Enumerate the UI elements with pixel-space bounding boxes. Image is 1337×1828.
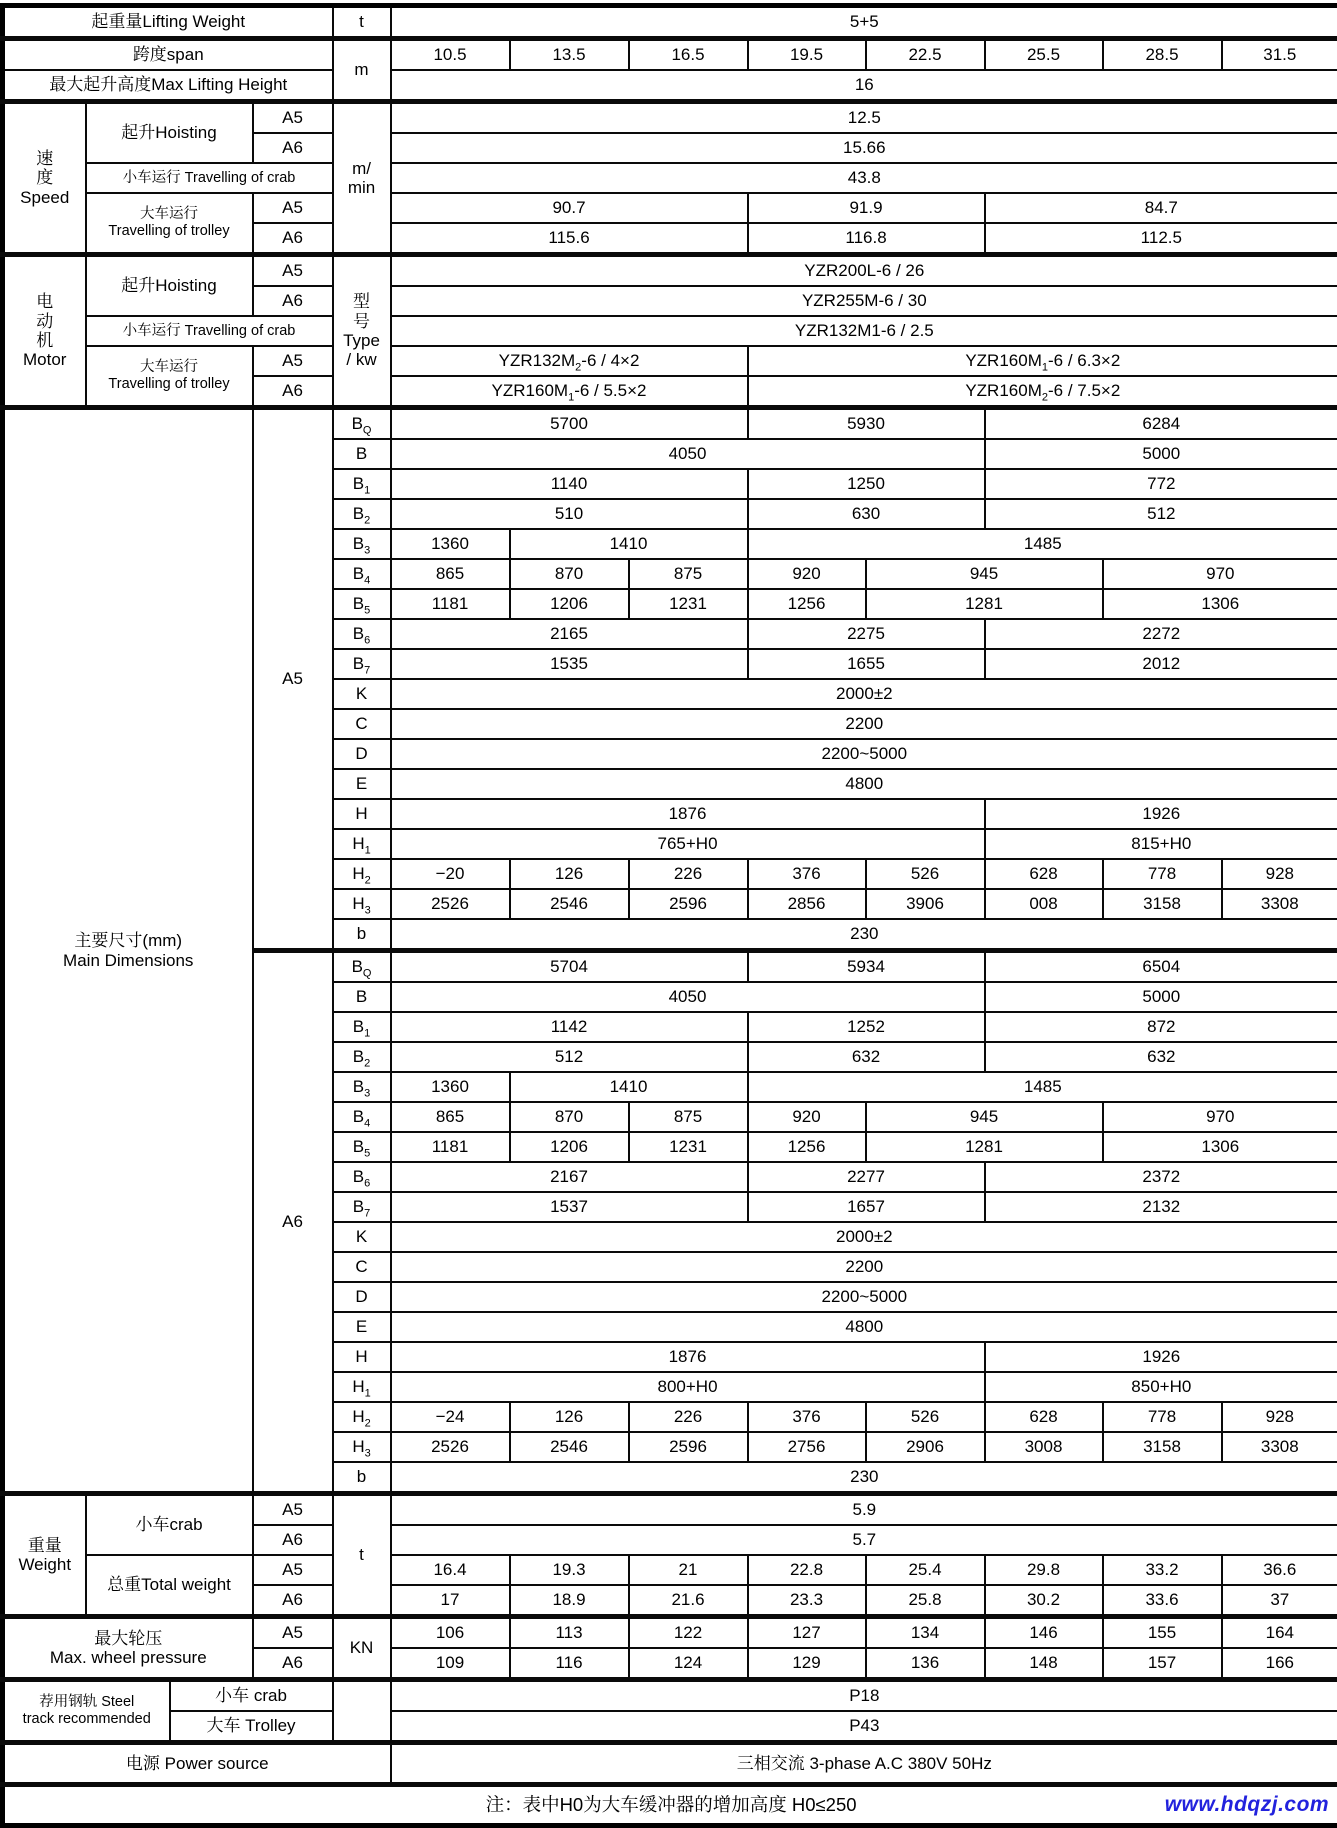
value-cell: 1140 bbox=[391, 469, 748, 499]
value-cell: 230 bbox=[391, 1462, 1337, 1494]
value-cell: 1485 bbox=[748, 1072, 1337, 1102]
value-cell: 157 bbox=[1103, 1648, 1222, 1680]
value-cell: 31.5 bbox=[1222, 39, 1337, 71]
class-label: A6 bbox=[253, 1525, 333, 1555]
value-cell: 1926 bbox=[985, 799, 1337, 829]
value-cell: 1876 bbox=[391, 1342, 985, 1372]
dim-label: H bbox=[333, 1342, 391, 1372]
value-cell: 6284 bbox=[985, 408, 1337, 440]
value-cell: 5700 bbox=[391, 408, 748, 440]
dim-label: $B_Q$ bbox=[333, 951, 391, 983]
class-label: A5 bbox=[253, 255, 333, 287]
value-cell: 3906 bbox=[866, 889, 985, 919]
value-cell: 126 bbox=[510, 859, 629, 889]
class-label: A6 bbox=[253, 1648, 333, 1680]
value-cell: 1876 bbox=[391, 799, 985, 829]
value-cell: 3008 bbox=[985, 1432, 1103, 1462]
value-cell: 2546 bbox=[510, 889, 629, 919]
dim-label: $B_2$ bbox=[333, 499, 391, 529]
value-cell: 5.9 bbox=[391, 1494, 1337, 1526]
value-cell: 19.3 bbox=[510, 1555, 629, 1585]
value-cell: 2200 bbox=[391, 709, 1337, 739]
value-cell: 84.7 bbox=[985, 193, 1337, 223]
empty-cell bbox=[333, 1680, 391, 1743]
value-cell: 2167 bbox=[391, 1162, 748, 1192]
value-cell: 2275 bbox=[748, 619, 985, 649]
table-row bbox=[3, 316, 1337, 346]
value-cell: YZR132M1-6 / 2.5 bbox=[391, 316, 1337, 346]
table-row bbox=[3, 346, 1337, 376]
website-link[interactable]: www.hdqzj.com bbox=[1165, 1793, 1329, 1817]
value-cell: 33.2 bbox=[1103, 1555, 1222, 1585]
section-label-speed: 速 度 Speed bbox=[3, 102, 86, 255]
value-cell: 5934 bbox=[748, 951, 985, 983]
value-cell: 116.8 bbox=[748, 223, 985, 255]
value-cell: 815+H0 bbox=[985, 829, 1337, 859]
value-cell: 510 bbox=[391, 499, 748, 529]
value-cell: 1360 bbox=[391, 1072, 510, 1102]
class-label: A5 bbox=[253, 193, 333, 223]
row-label-power-source: 电源 Power source bbox=[3, 1743, 391, 1785]
table-row bbox=[3, 1555, 1337, 1585]
value-cell: 226 bbox=[629, 1402, 748, 1432]
value-cell: 800+H0 bbox=[391, 1372, 985, 1402]
value-cell: 945 bbox=[866, 1102, 1103, 1132]
value-cell: 2596 bbox=[629, 889, 748, 919]
value-cell: 21.6 bbox=[629, 1585, 748, 1617]
value-cell: 1410 bbox=[510, 1072, 748, 1102]
section-label-motor: 电 动 机 Motor bbox=[3, 255, 86, 408]
value-cell: 2372 bbox=[985, 1162, 1337, 1192]
value-cell: 25.5 bbox=[985, 39, 1103, 71]
value-cell: $YZR160M_1-6 / 5.5\times 2$ bbox=[391, 376, 748, 408]
value-cell: 1231 bbox=[629, 589, 748, 619]
value-cell: 16.5 bbox=[629, 39, 748, 71]
value-cell: 2272 bbox=[985, 619, 1337, 649]
row-label-total-weight: 总重Total weight bbox=[86, 1555, 253, 1617]
value-cell: 148 bbox=[985, 1648, 1103, 1680]
value-cell: 865 bbox=[391, 559, 510, 589]
row-label-hoisting: 起升Hoisting bbox=[86, 255, 253, 317]
value-cell: 127 bbox=[748, 1617, 866, 1649]
value-cell: 2200~5000 bbox=[391, 739, 1337, 769]
table-row bbox=[3, 6, 1337, 39]
value-cell: 1142 bbox=[391, 1012, 748, 1042]
value-cell: 2756 bbox=[748, 1432, 866, 1462]
value-cell: 30.2 bbox=[985, 1585, 1103, 1617]
value-cell: 526 bbox=[866, 859, 985, 889]
value-cell: 129 bbox=[748, 1648, 866, 1680]
value-cell: 2165 bbox=[391, 619, 748, 649]
value-cell: 33.6 bbox=[1103, 1585, 1222, 1617]
value-cell: 230 bbox=[391, 919, 1337, 951]
value-cell: 526 bbox=[866, 1402, 985, 1432]
value-cell: 1206 bbox=[510, 1132, 629, 1162]
value-cell: 2012 bbox=[985, 649, 1337, 679]
value-cell: 109 bbox=[391, 1648, 510, 1680]
value-cell: 1655 bbox=[748, 649, 985, 679]
value-cell: 23.3 bbox=[748, 1585, 866, 1617]
value-cell: −24 bbox=[391, 1402, 510, 1432]
dim-label: b bbox=[333, 1462, 391, 1494]
value-cell: 116 bbox=[510, 1648, 629, 1680]
value-cell: 166 bbox=[1222, 1648, 1337, 1680]
value-cell: 875 bbox=[629, 559, 748, 589]
value-cell: 2856 bbox=[748, 889, 866, 919]
class-label: A5 bbox=[253, 346, 333, 376]
value-cell: 4050 bbox=[391, 439, 985, 469]
value-cell: 1535 bbox=[391, 649, 748, 679]
value-cell: 146 bbox=[985, 1617, 1103, 1649]
value-cell: 6504 bbox=[985, 951, 1337, 983]
class-label: A5 bbox=[253, 1555, 333, 1585]
dim-label: B bbox=[333, 439, 391, 469]
value-cell: 3308 bbox=[1222, 1432, 1337, 1462]
value-cell: 10.5 bbox=[391, 39, 510, 71]
value-cell: P43 bbox=[391, 1711, 1337, 1743]
value-cell: 22.5 bbox=[866, 39, 985, 71]
dim-label: D bbox=[333, 1282, 391, 1312]
value-cell: 1306 bbox=[1103, 1132, 1337, 1162]
row-label-max-wheel-pressure: 最大轮压 Max. wheel pressure bbox=[3, 1617, 253, 1680]
unit-label: t bbox=[333, 6, 391, 39]
dim-label: $B_5$ bbox=[333, 589, 391, 619]
table-row bbox=[3, 1617, 1337, 1649]
row-label-trolley-travel: 大车运行 Travelling of trolley bbox=[86, 193, 253, 255]
value-cell: 2526 bbox=[391, 889, 510, 919]
value-cell: $YZR160M_2-6 / 7.5\times 2$ bbox=[748, 376, 1337, 408]
value-cell: 2132 bbox=[985, 1192, 1337, 1222]
class-label: A6 bbox=[253, 1585, 333, 1617]
value-cell: 2526 bbox=[391, 1432, 510, 1462]
value-cell: 134 bbox=[866, 1617, 985, 1649]
value-cell: 970 bbox=[1103, 559, 1337, 589]
value-cell: 376 bbox=[748, 859, 866, 889]
class-label: A6 bbox=[253, 223, 333, 255]
class-label: A5 bbox=[253, 408, 333, 951]
dim-label: K bbox=[333, 679, 391, 709]
dim-label: B bbox=[333, 982, 391, 1012]
value-cell: 1485 bbox=[748, 529, 1337, 559]
class-label: A6 bbox=[253, 376, 333, 408]
value-cell: $YZR160M_1-6 / 6.3\times 2$ bbox=[748, 346, 1337, 376]
dim-label: $B_3$ bbox=[333, 529, 391, 559]
value-cell: 3158 bbox=[1103, 889, 1222, 919]
table-row bbox=[3, 1711, 1337, 1743]
value-cell: 5930 bbox=[748, 408, 985, 440]
dim-label: $B_5$ bbox=[333, 1132, 391, 1162]
value-cell: 113 bbox=[510, 1617, 629, 1649]
value-cell: 1231 bbox=[629, 1132, 748, 1162]
value-cell: 008 bbox=[985, 889, 1103, 919]
value-cell: 2546 bbox=[510, 1432, 629, 1462]
value-cell: 778 bbox=[1103, 859, 1222, 889]
value-cell: 4800 bbox=[391, 1312, 1337, 1342]
value-cell: 1250 bbox=[748, 469, 985, 499]
table-row bbox=[3, 39, 1337, 71]
table-row bbox=[3, 1494, 1337, 1526]
dim-label: K bbox=[333, 1222, 391, 1252]
value-cell: P18 bbox=[391, 1680, 1337, 1712]
dim-label: $B_4$ bbox=[333, 1102, 391, 1132]
table-row bbox=[3, 193, 1337, 223]
footnote bbox=[3, 1785, 1337, 1826]
value-cell: 1181 bbox=[391, 1132, 510, 1162]
unit-label: m/ min bbox=[333, 102, 391, 255]
value-cell: 5.7 bbox=[391, 1525, 1337, 1555]
value-cell: 1281 bbox=[866, 589, 1103, 619]
table-row bbox=[3, 1680, 1337, 1712]
dim-label: E bbox=[333, 769, 391, 799]
value-cell: 126 bbox=[510, 1402, 629, 1432]
value-cell: 3158 bbox=[1103, 1432, 1222, 1462]
value-cell: 928 bbox=[1222, 1402, 1337, 1432]
value-cell: 2200~5000 bbox=[391, 1282, 1337, 1312]
value-cell: 870 bbox=[510, 1102, 629, 1132]
value-cell: 870 bbox=[510, 559, 629, 589]
value-cell: 4050 bbox=[391, 982, 985, 1012]
value-cell: 2906 bbox=[866, 1432, 985, 1462]
value-cell: $YZR132M_2-6 / 4\times 2$ bbox=[391, 346, 748, 376]
value-cell: 1206 bbox=[510, 589, 629, 619]
class-label: A6 bbox=[253, 951, 333, 1494]
dim-label: $H_1$ bbox=[333, 1372, 391, 1402]
value-cell: 3308 bbox=[1222, 889, 1337, 919]
row-label-steel-track: 荐用钢轨 Steel track recommended bbox=[3, 1680, 170, 1743]
value-cell: 872 bbox=[985, 1012, 1337, 1042]
row-label-crab-travel: 小车运行 Travelling of crab bbox=[86, 316, 333, 346]
value-cell: 19.5 bbox=[748, 39, 866, 71]
value-cell: 28.5 bbox=[1103, 39, 1222, 71]
dim-label: $B_1$ bbox=[333, 469, 391, 499]
dim-label: $H_3$ bbox=[333, 889, 391, 919]
value-cell: 628 bbox=[985, 859, 1103, 889]
row-label-hoisting: 起升Hoisting bbox=[86, 102, 253, 164]
dim-label: $B_4$ bbox=[333, 559, 391, 589]
value-cell: 2000±2 bbox=[391, 1222, 1337, 1252]
value-cell: 5000 bbox=[985, 439, 1337, 469]
value-cell: 875 bbox=[629, 1102, 748, 1132]
value-cell: 1256 bbox=[748, 589, 866, 619]
value-cell: −20 bbox=[391, 859, 510, 889]
value-cell: 1410 bbox=[510, 529, 748, 559]
value-cell: 136 bbox=[866, 1648, 985, 1680]
value-cell: 630 bbox=[748, 499, 985, 529]
value-cell: 1926 bbox=[985, 1342, 1337, 1372]
header-span: 跨度span bbox=[3, 39, 333, 71]
value-cell: 632 bbox=[985, 1042, 1337, 1072]
value-cell: 29.8 bbox=[985, 1555, 1103, 1585]
value-cell: 36.6 bbox=[1222, 1555, 1337, 1585]
header-max-lifting-height: 最大起升高度Max Lifting Height bbox=[3, 70, 333, 102]
dim-label: $B_1$ bbox=[333, 1012, 391, 1042]
dim-label: $B_7$ bbox=[333, 1192, 391, 1222]
header-lifting-weight: 起重量Lifting Weight bbox=[3, 6, 333, 39]
value-cell: 15.66 bbox=[391, 133, 1337, 163]
value-cell: 2596 bbox=[629, 1432, 748, 1462]
value-cell: 628 bbox=[985, 1402, 1103, 1432]
value-cell: 850+H0 bbox=[985, 1372, 1337, 1402]
table-row bbox=[3, 1743, 1337, 1785]
value-cell: 1306 bbox=[1103, 589, 1337, 619]
value-cell: 25.8 bbox=[866, 1585, 985, 1617]
table-row bbox=[3, 408, 1337, 440]
dim-label: $B_2$ bbox=[333, 1042, 391, 1072]
value-cell: 512 bbox=[985, 499, 1337, 529]
value-cell: 4800 bbox=[391, 769, 1337, 799]
dim-label: $B_6$ bbox=[333, 1162, 391, 1192]
section-label-weight: 重量 Weight bbox=[3, 1494, 86, 1617]
value-cell: 122 bbox=[629, 1617, 748, 1649]
value-cell: 778 bbox=[1103, 1402, 1222, 1432]
value-cell: 5704 bbox=[391, 951, 748, 983]
dim-label: D bbox=[333, 739, 391, 769]
dim-label: $H_2$ bbox=[333, 859, 391, 889]
footnote-text: 注：表中H0为大车缓冲器的增加高度 H0≤250 bbox=[486, 1794, 857, 1815]
value-cell: 16 bbox=[391, 70, 1337, 102]
table-row bbox=[3, 70, 1337, 102]
value-cell: YZR255M-6 / 30 bbox=[391, 286, 1337, 316]
class-label: A5 bbox=[253, 102, 333, 134]
footnote-row bbox=[3, 1785, 1337, 1826]
value-cell: 2000±2 bbox=[391, 679, 1337, 709]
row-label-crab-travel: 小车运行 Travelling of crab bbox=[86, 163, 333, 193]
row-label-trolley: 大车 Trolley bbox=[170, 1711, 333, 1743]
value-cell: 1256 bbox=[748, 1132, 866, 1162]
value-cell: 13.5 bbox=[510, 39, 629, 71]
dim-label: b bbox=[333, 919, 391, 951]
dim-label: $B_6$ bbox=[333, 619, 391, 649]
unit-label: m bbox=[333, 39, 391, 102]
value-cell: 22.8 bbox=[748, 1555, 866, 1585]
value-cell: 18.9 bbox=[510, 1585, 629, 1617]
class-label: A6 bbox=[253, 133, 333, 163]
value-cell: 2200 bbox=[391, 1252, 1337, 1282]
value-cell: 21 bbox=[629, 1555, 748, 1585]
value-cell: 17 bbox=[391, 1585, 510, 1617]
value-cell: 772 bbox=[985, 469, 1337, 499]
row-label-crab: 小车 crab bbox=[170, 1680, 333, 1712]
value-cell: 945 bbox=[866, 559, 1103, 589]
value-cell: 2277 bbox=[748, 1162, 985, 1192]
class-label: A6 bbox=[253, 286, 333, 316]
dim-label: E bbox=[333, 1312, 391, 1342]
value-cell: 1281 bbox=[866, 1132, 1103, 1162]
unit-label: t bbox=[333, 1494, 391, 1617]
value-cell: 90.7 bbox=[391, 193, 748, 223]
value-cell: 1537 bbox=[391, 1192, 748, 1222]
value-cell: 376 bbox=[748, 1402, 866, 1432]
value-cell: 226 bbox=[629, 859, 748, 889]
value-cell: 25.4 bbox=[866, 1555, 985, 1585]
row-label-trolley-travel: 大车运行 Travelling of trolley bbox=[86, 346, 253, 408]
section-label-main-dimensions: 主要尺寸(mm) Main Dimensions bbox=[3, 408, 253, 1494]
value-cell: 91.9 bbox=[748, 193, 985, 223]
value-cell: 920 bbox=[748, 1102, 866, 1132]
table-row bbox=[3, 255, 1337, 287]
value-cell: 43.8 bbox=[391, 163, 1337, 193]
value-cell: 106 bbox=[391, 1617, 510, 1649]
value-cell: 115.6 bbox=[391, 223, 748, 255]
value-cell: 1252 bbox=[748, 1012, 985, 1042]
value-cell: 5000 bbox=[985, 982, 1337, 1012]
dim-label: C bbox=[333, 1252, 391, 1282]
value-cell: 765+H0 bbox=[391, 829, 985, 859]
value-cell: 1657 bbox=[748, 1192, 985, 1222]
dim-label: H bbox=[333, 799, 391, 829]
dim-label: $B_Q$ bbox=[333, 408, 391, 440]
value-cell: 164 bbox=[1222, 1617, 1337, 1649]
value-cell: 12.5 bbox=[391, 102, 1337, 134]
dim-label: $H_1$ bbox=[333, 829, 391, 859]
value-cell: 155 bbox=[1103, 1617, 1222, 1649]
dim-label: $B_3$ bbox=[333, 1072, 391, 1102]
unit-label: 型 号 Type / kw bbox=[333, 255, 391, 408]
value-cell: 112.5 bbox=[985, 223, 1337, 255]
value-cell: 512 bbox=[391, 1042, 748, 1072]
value-cell: 928 bbox=[1222, 859, 1337, 889]
dim-label: $B_7$ bbox=[333, 649, 391, 679]
spec-table-body bbox=[3, 6, 1337, 1785]
dim-label: $H_3$ bbox=[333, 1432, 391, 1462]
table-row bbox=[3, 102, 1337, 134]
class-label: A5 bbox=[253, 1617, 333, 1649]
table-row bbox=[3, 163, 1337, 193]
value-cell: 865 bbox=[391, 1102, 510, 1132]
dim-label: C bbox=[333, 709, 391, 739]
value-cell: 37 bbox=[1222, 1585, 1337, 1617]
row-label-crab: 小车crab bbox=[86, 1494, 253, 1556]
class-label: A5 bbox=[253, 1494, 333, 1526]
value-cell: 16.4 bbox=[391, 1555, 510, 1585]
value-cell: YZR200L-6 / 26 bbox=[391, 255, 1337, 287]
value-cell: 632 bbox=[748, 1042, 985, 1072]
dim-label: $H_2$ bbox=[333, 1402, 391, 1432]
value-cell: 124 bbox=[629, 1648, 748, 1680]
value-cell: 920 bbox=[748, 559, 866, 589]
value-cell: 1360 bbox=[391, 529, 510, 559]
value-cell: 5+5 bbox=[391, 6, 1337, 39]
spec-table bbox=[0, 3, 1337, 1828]
unit-label: KN bbox=[333, 1617, 391, 1680]
value-cell: 三相交流 3-phase A.C 380V 50Hz bbox=[391, 1743, 1337, 1785]
value-cell: 970 bbox=[1103, 1102, 1337, 1132]
value-cell: 1181 bbox=[391, 589, 510, 619]
